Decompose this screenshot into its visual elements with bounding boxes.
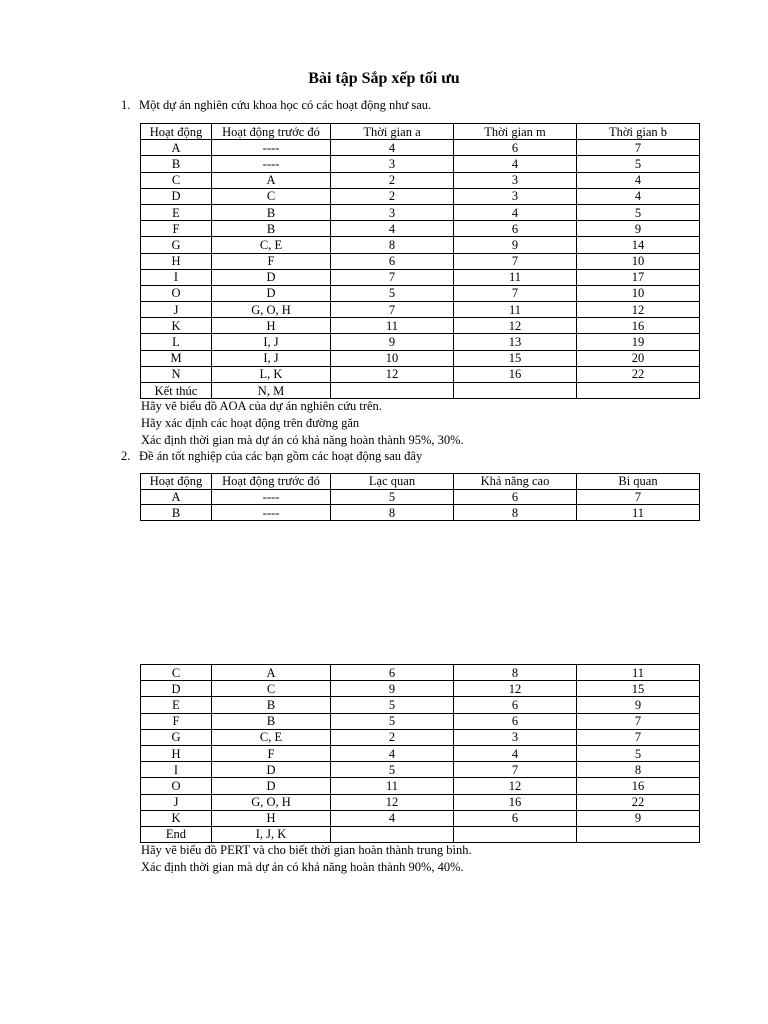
table-cell: 7 <box>331 269 454 285</box>
table-cell: 7 <box>454 285 577 301</box>
column-header: Lạc quan <box>331 474 454 490</box>
table-cell: 12 <box>454 681 577 697</box>
table-cell: H <box>212 318 331 334</box>
table-cell: I <box>141 762 212 778</box>
table-row <box>141 285 700 301</box>
table-cell: D <box>212 269 331 285</box>
table-cell: B <box>141 505 212 521</box>
table-row <box>141 745 700 761</box>
table-cell: 7 <box>454 253 577 269</box>
table-row <box>141 505 700 521</box>
table-cell: B <box>212 221 331 237</box>
question-number: 2. <box>121 449 131 463</box>
table-cell: 8 <box>454 665 577 681</box>
table-cell: 7 <box>577 729 700 745</box>
table-cell: I, J, K <box>212 826 331 842</box>
table-cell: 9 <box>454 237 577 253</box>
question-number: 1. <box>121 98 131 112</box>
table-cell: 7 <box>454 762 577 778</box>
table-cell: ---- <box>212 505 331 521</box>
table-cell: 9 <box>577 810 700 826</box>
table-cell: 2 <box>331 188 454 204</box>
table-row <box>141 221 700 237</box>
table-cell: 6 <box>454 713 577 729</box>
table-cell: 4 <box>454 156 577 172</box>
table-cell: H <box>141 253 212 269</box>
table-cell: 3 <box>331 204 454 220</box>
table-cell: 4 <box>577 172 700 188</box>
table-row <box>141 188 700 204</box>
table-cell: E <box>141 697 212 713</box>
column-header: Thời gian a <box>331 124 454 140</box>
table-cell: A <box>141 489 212 505</box>
table-cell: 5 <box>331 489 454 505</box>
table-cell: 9 <box>577 221 700 237</box>
table-row <box>141 156 700 172</box>
table-row <box>141 383 700 399</box>
table-cell: O <box>141 285 212 301</box>
table-cell: D <box>212 778 331 794</box>
table-cell: 5 <box>331 762 454 778</box>
column-header: Khả năng cao <box>454 474 577 490</box>
table-cell: 6 <box>454 810 577 826</box>
column-header: Hoạt động <box>141 124 212 140</box>
instruction-2: Hãy xác định các hoạt động trên đường găn <box>141 416 360 430</box>
table-cell: L <box>141 334 212 350</box>
column-header: Hoạt động <box>141 474 212 490</box>
table-cell: 16 <box>454 366 577 382</box>
column-header: Hoạt động trước đó <box>212 124 331 140</box>
activity-table-2-bottom <box>140 664 700 843</box>
table-cell: 7 <box>577 713 700 729</box>
table-cell: D <box>212 762 331 778</box>
table-cell: L, K <box>212 366 331 382</box>
table-cell: 6 <box>454 489 577 505</box>
table-cell: 16 <box>577 318 700 334</box>
table-cell: ---- <box>212 489 331 505</box>
table-row <box>141 826 700 842</box>
table-cell: F <box>141 221 212 237</box>
table-row <box>141 204 700 220</box>
table-cell: C <box>141 665 212 681</box>
instruction-1: Hãy vẽ biểu đồ AOA của dự án nghiên cứu trên. <box>141 399 382 413</box>
table-row <box>141 237 700 253</box>
table-cell: A <box>212 172 331 188</box>
table-cell: 11 <box>331 778 454 794</box>
table-cell: 7 <box>577 489 700 505</box>
activity-table-2-top <box>140 473 700 521</box>
table-cell: D <box>212 285 331 301</box>
table-cell <box>577 383 700 399</box>
table-cell: 10 <box>577 285 700 301</box>
table-cell: 6 <box>454 221 577 237</box>
table-cell: I, J <box>212 334 331 350</box>
table-cell: 3 <box>454 172 577 188</box>
table-row <box>141 489 700 505</box>
table-row <box>141 334 700 350</box>
table-cell: 11 <box>454 302 577 318</box>
table-cell: A <box>141 140 212 156</box>
column-header: Hoạt động trước đó <box>212 474 331 490</box>
table-cell: 2 <box>331 172 454 188</box>
table-row <box>141 713 700 729</box>
question-text: Một dự án nghiên cứu khoa học có các hoạt động như sau. <box>139 98 432 112</box>
table-header-row <box>141 124 700 140</box>
table-row <box>141 681 700 697</box>
table-cell: C, E <box>212 729 331 745</box>
table-cell: 10 <box>577 253 700 269</box>
instruction-5: Xác định thời gian mà dự án có khả năng hoàn thành 90%, 40%. <box>141 860 464 874</box>
table-cell: 9 <box>331 334 454 350</box>
table-cell: 15 <box>454 350 577 366</box>
table-cell: 5 <box>331 285 454 301</box>
table-cell: 8 <box>331 505 454 521</box>
table-cell: 12 <box>454 778 577 794</box>
table-cell: 12 <box>331 794 454 810</box>
table-row <box>141 810 700 826</box>
table-cell: 5 <box>331 697 454 713</box>
table-cell: 4 <box>331 140 454 156</box>
table-row <box>141 140 700 156</box>
table-cell: 8 <box>577 762 700 778</box>
table-cell: 3 <box>331 156 454 172</box>
table-cell: H <box>141 745 212 761</box>
table-cell: C <box>141 172 212 188</box>
table-cell: 15 <box>577 681 700 697</box>
table-cell: 22 <box>577 794 700 810</box>
table-cell: E <box>141 204 212 220</box>
table-cell: G, O, H <box>212 794 331 810</box>
table-cell: 10 <box>331 350 454 366</box>
table-cell: H <box>212 810 331 826</box>
table-cell: 13 <box>454 334 577 350</box>
table-cell: 8 <box>454 505 577 521</box>
table-cell: 16 <box>454 794 577 810</box>
table-cell: 17 <box>577 269 700 285</box>
table-cell: 4 <box>577 188 700 204</box>
table-cell: 3 <box>454 729 577 745</box>
table-cell: 3 <box>454 188 577 204</box>
table-cell: C <box>212 681 331 697</box>
table-cell: G <box>141 237 212 253</box>
table-row <box>141 778 700 794</box>
table-cell: N, M <box>212 383 331 399</box>
table-header-row <box>141 474 700 490</box>
table-row <box>141 350 700 366</box>
table-cell: F <box>141 713 212 729</box>
table-cell: 16 <box>577 778 700 794</box>
table-row <box>141 762 700 778</box>
table-cell: ---- <box>212 140 331 156</box>
table-cell: M <box>141 350 212 366</box>
table-cell: I <box>141 269 212 285</box>
activity-table-1 <box>140 123 700 399</box>
table-row <box>141 172 700 188</box>
table-cell: 14 <box>577 237 700 253</box>
table-row <box>141 318 700 334</box>
table-cell: 22 <box>577 366 700 382</box>
table-row <box>141 665 700 681</box>
table-cell: 20 <box>577 350 700 366</box>
table-cell: 4 <box>454 204 577 220</box>
table-cell: 5 <box>577 204 700 220</box>
question-1 <box>121 98 431 113</box>
table-cell: 11 <box>577 665 700 681</box>
table-cell: I, J <box>212 350 331 366</box>
question-text: Đề án tốt nghiệp của các bạn gồm các hoạt động sau đây <box>139 449 423 463</box>
table-cell: N <box>141 366 212 382</box>
table-cell: 5 <box>577 745 700 761</box>
column-header: Bi quan <box>577 474 700 490</box>
table-row <box>141 253 700 269</box>
instruction-3: Xác định thời gian mà dự án có khả năng hoàn thành 95%, 30%. <box>141 433 464 447</box>
table-cell: ---- <box>212 156 331 172</box>
table-cell: 4 <box>331 221 454 237</box>
table-cell: F <box>212 253 331 269</box>
table-row <box>141 697 700 713</box>
table-row <box>141 269 700 285</box>
table-cell: 6 <box>454 697 577 713</box>
column-header: Thời gian b <box>577 124 700 140</box>
table-row <box>141 302 700 318</box>
table-cell: C <box>212 188 331 204</box>
table-cell: F <box>212 745 331 761</box>
table-cell: D <box>141 188 212 204</box>
table-cell: 5 <box>577 156 700 172</box>
table-row <box>141 729 700 745</box>
table-cell: 12 <box>577 302 700 318</box>
table-cell: G <box>141 729 212 745</box>
table-cell <box>577 826 700 842</box>
table-cell: 11 <box>577 505 700 521</box>
table-cell: End <box>141 826 212 842</box>
table-cell: 9 <box>577 697 700 713</box>
table-cell: 12 <box>331 366 454 382</box>
table-cell: Kết thúc <box>141 383 212 399</box>
table-cell: K <box>141 810 212 826</box>
table-cell: D <box>141 681 212 697</box>
table-cell: J <box>141 794 212 810</box>
table-cell: 11 <box>331 318 454 334</box>
table-cell: 4 <box>331 745 454 761</box>
table-cell: B <box>212 697 331 713</box>
table-cell: 11 <box>454 269 577 285</box>
page-title: Bài tập Sắp xếp tối ưu <box>308 70 460 87</box>
table-cell: 9 <box>331 681 454 697</box>
table-cell: 8 <box>331 237 454 253</box>
table-cell: 4 <box>331 810 454 826</box>
table-cell: 6 <box>331 665 454 681</box>
table-cell: 4 <box>454 745 577 761</box>
table-cell: 6 <box>454 140 577 156</box>
question-2 <box>121 449 422 464</box>
table-row <box>141 366 700 382</box>
table-cell: B <box>141 156 212 172</box>
table-cell: K <box>141 318 212 334</box>
table-cell: B <box>212 713 331 729</box>
instruction-4: Hãy vẽ biểu đồ PERT và cho biết thời gian hoàn thành trung bình. <box>141 843 472 857</box>
table-cell: C, E <box>212 237 331 253</box>
table-cell: G, O, H <box>212 302 331 318</box>
table-cell: 19 <box>577 334 700 350</box>
table-row <box>141 794 700 810</box>
table-cell: 12 <box>454 318 577 334</box>
table-cell <box>331 383 454 399</box>
table-cell <box>454 383 577 399</box>
table-cell: A <box>212 665 331 681</box>
table-cell <box>331 826 454 842</box>
table-cell <box>454 826 577 842</box>
table-cell: 2 <box>331 729 454 745</box>
table-cell: 6 <box>331 253 454 269</box>
table-cell: 7 <box>331 302 454 318</box>
column-header: Thời gian m <box>454 124 577 140</box>
table-cell: B <box>212 204 331 220</box>
table-cell: 7 <box>577 140 700 156</box>
table-cell: O <box>141 778 212 794</box>
table-cell: J <box>141 302 212 318</box>
table-cell: 5 <box>331 713 454 729</box>
